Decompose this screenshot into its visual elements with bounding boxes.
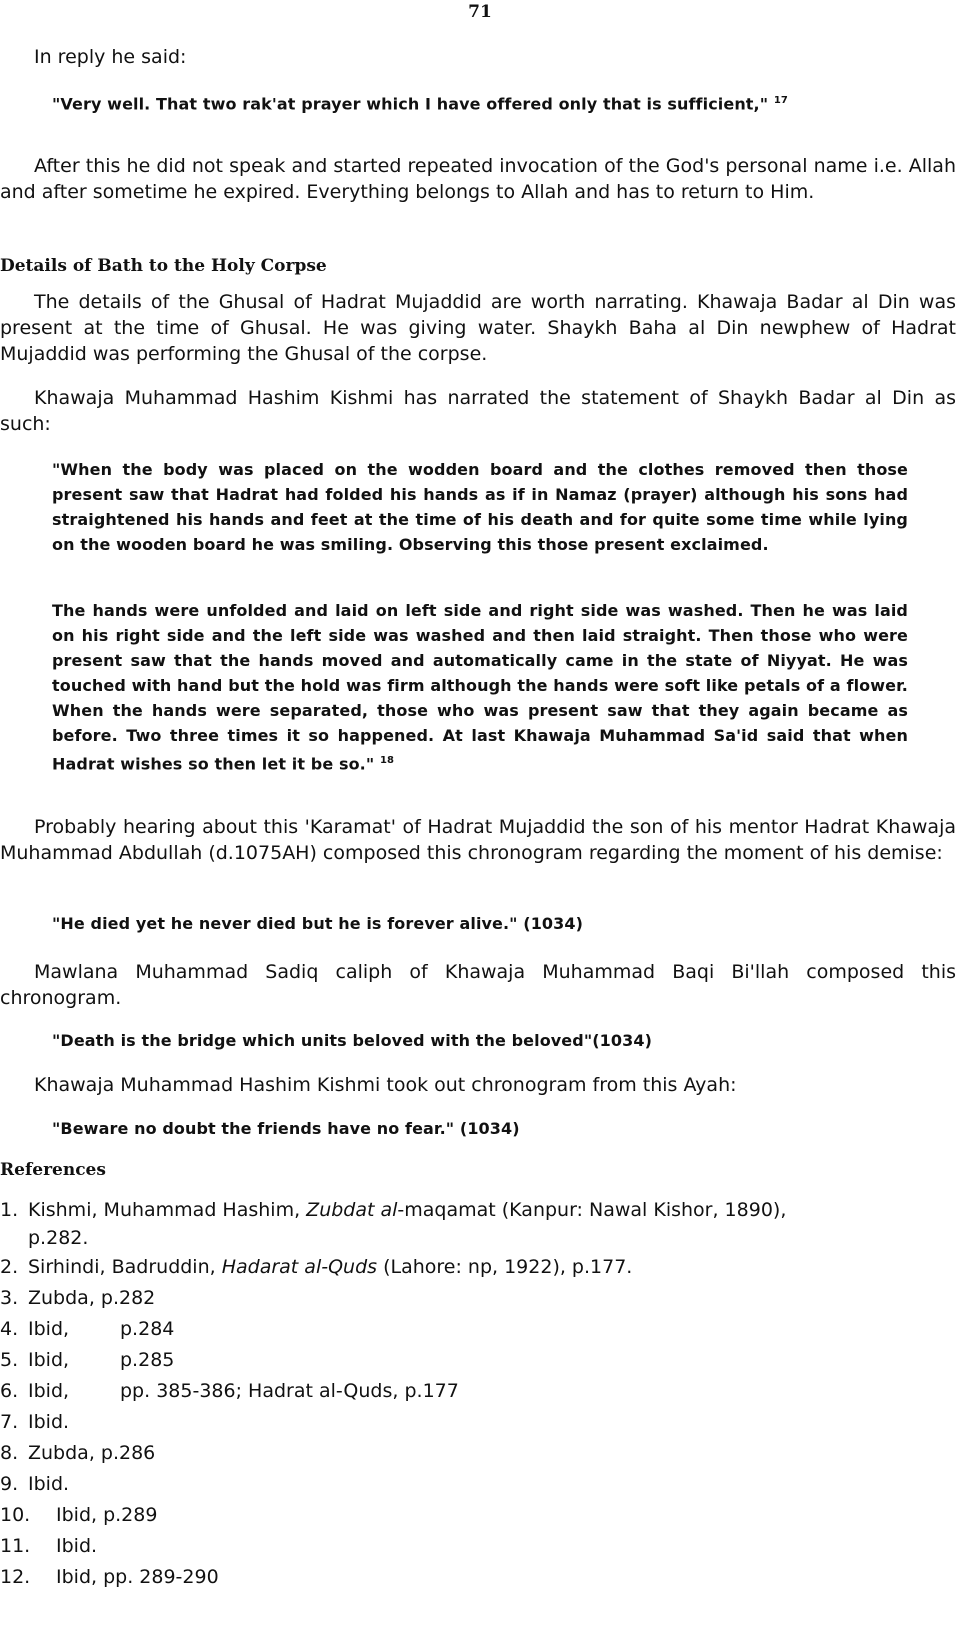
quote-text: "Very well. That two rak'at prayer which I have offered only that is sufficient," (52, 94, 769, 114)
paragraph-text: The details of the Ghusal of Hadrat Mujaddid are worth narrating. Khawaja Badar al Din was present at the time of Ghusal. He was giving water. Shaykh Baha al Din newphew of Hadrat Mujaddid was performing the Ghusal of the corpse. (0, 291, 956, 365)
reference-text: Ibid, (28, 1318, 70, 1340)
quote-chronogram-2 (52, 1028, 908, 1053)
reference-number: 1. (0, 1199, 19, 1221)
reference-page: p.285 (120, 1349, 175, 1371)
reference-text: -maqamat (Kanpur: Nawal Kishor, 1890), (397, 1199, 787, 1221)
page-number: 71 (468, 2, 492, 22)
paragraph-text: Khawaja Muhammad Hashim Kishmi has narrated the statement of Shaykh Badar al Din as such: (0, 387, 956, 435)
reference-number: 11. (0, 1535, 31, 1557)
reference-text: Zubda, p.282 (28, 1287, 156, 1309)
quote-chronogram-1 (52, 911, 908, 936)
reference-number: 9. (0, 1473, 19, 1495)
paragraph-text: After this he did not speak and started repeated invocation of the God's personal name i.e. Allah and after sometime he expired. Everything belongs to Allah and has to return to Him. (0, 155, 956, 203)
paragraph-text: Khawaja Muhammad Hashim Kishmi took out chronogram from this Ayah: (34, 1074, 737, 1096)
reference-number: 4. (0, 1318, 19, 1340)
reference-text: Sirhindi, Badruddin, (28, 1256, 222, 1278)
reference-text: Ibid, (28, 1380, 70, 1402)
paragraph-reply (0, 44, 956, 70)
reference-text: Ibid. (28, 1411, 70, 1433)
reference-item (0, 1562, 956, 1593)
reference-number: 5. (0, 1349, 19, 1371)
paragraph-text: Probably hearing about this 'Karamat' of Hadrat Mujaddid the son of his mentor Hadrat Khawaja Muhammad Abdullah (d.1075AH) composed this chronogram regarding the moment of his demise: (0, 816, 956, 864)
reference-text: Kishmi, Muhammad Hashim, (28, 1199, 307, 1221)
paragraph-text: Mawlana Muhammad Sadiq caliph of Khawaja Muhammad Baqi Bi'llah composed this chronogram. (0, 961, 956, 1009)
quote-body-placed (52, 457, 908, 557)
quote-hands-unfolded (52, 598, 908, 776)
reference-item (0, 1469, 956, 1500)
reference-number: 7. (0, 1411, 19, 1433)
paragraph-text: In reply he said: (34, 46, 187, 68)
paragraph-sadiq (0, 959, 956, 1011)
paragraph-karamat (0, 814, 956, 866)
paragraph-kishmi-narration (0, 385, 956, 437)
reference-number: 10. (0, 1504, 31, 1526)
quote-chronogram-3 (52, 1116, 908, 1141)
reference-title: Hadarat al-Quds (221, 1256, 378, 1278)
paragraph-ghusal-details (0, 289, 956, 367)
reference-number: 2. (0, 1256, 19, 1278)
reference-item (0, 1345, 956, 1376)
quote-text: "Death is the bridge which units beloved with the beloved"(1034) (52, 1031, 653, 1050)
reference-item (0, 1407, 956, 1438)
reference-page: pp. 385-386; Hadrat al-Quds, p.177 (120, 1380, 459, 1402)
reference-item (0, 1252, 956, 1283)
reference-text: Zubda, p.286 (28, 1442, 156, 1464)
quote-text: "He died yet he never died but he is forever alive." (1034) (52, 914, 584, 933)
reference-text: p.282. (28, 1227, 89, 1249)
reference-text: Ibid. (56, 1535, 98, 1557)
quote-text: "Beware no doubt the friends have no fear." (1034) (52, 1119, 520, 1138)
reference-text: Ibid, (28, 1349, 70, 1371)
footnote-marker: 17 (773, 95, 788, 106)
footnote-marker: 18 (379, 755, 395, 766)
references-heading: References (0, 1160, 106, 1180)
paragraph-invocation (0, 153, 956, 205)
reference-item (0, 1283, 956, 1314)
reference-item (0, 1531, 956, 1562)
reference-number: 12. (0, 1566, 31, 1588)
reference-item (0, 1376, 956, 1407)
references-list (0, 1195, 956, 1593)
reference-item (0, 1195, 956, 1252)
reference-title: Zubdat al (306, 1199, 398, 1221)
reference-number: 8. (0, 1442, 19, 1464)
reference-number: 6. (0, 1380, 19, 1402)
quote-prayer (52, 88, 908, 116)
reference-number: 3. (0, 1287, 19, 1309)
section-heading-bath: Details of Bath to the Holy Corpse (0, 256, 327, 276)
reference-text: Ibid, p.289 (56, 1504, 158, 1526)
reference-text: Ibid, pp. 289-290 (56, 1566, 219, 1588)
reference-item (0, 1438, 956, 1469)
reference-item (0, 1500, 956, 1531)
reference-item (0, 1314, 956, 1345)
reference-text: (Lahore: np, 1922), p.177. (377, 1256, 633, 1278)
reference-page: p.284 (120, 1318, 175, 1340)
quote-text: "When the body was placed on the wodden board and the clothes removed then those present saw that Hadrat had folded his hands as if in Namaz (prayer) although his sons had straightened his hands and feet at the time of his death and for quite some time while lying on the wooden board he was smiling. Observing this those present exclaimed. (52, 460, 908, 554)
quote-text: The hands were unfolded and laid on left side and right side was washed. Then he was laid on his right side and the left side was washed and then laid straight. Then those who were present saw that the hands moved and automatically came in the state of Niyyat. He was touched with hand but the hold was firm although the hands were soft like petals of a flower. When the hands were separated, those who was present saw that they again became as before. Two three times it so happened. At last Khawaja Muhammad Sa'id said that when Hadrat wishes so then let it be so." (52, 601, 908, 774)
reference-text: Ibid. (28, 1473, 70, 1495)
paragraph-ayah (0, 1072, 956, 1098)
